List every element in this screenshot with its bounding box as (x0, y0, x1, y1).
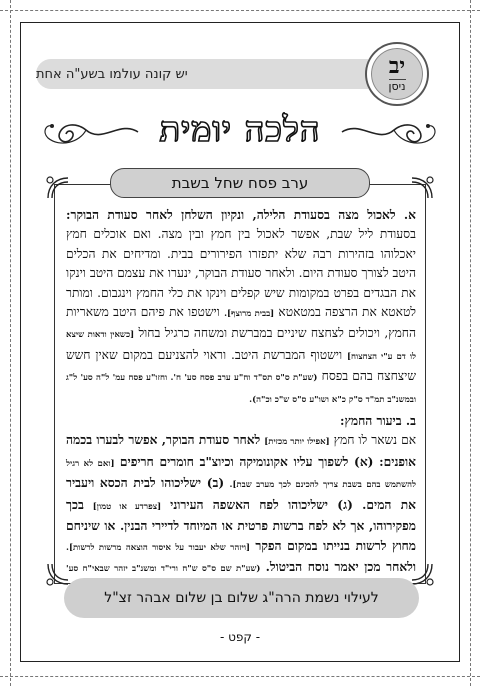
paragraph-2-lead: ב. ביעור החמץ: (340, 414, 416, 429)
date-month: ניסן (388, 80, 406, 93)
paragraph-2-text-5: ולאחר מכן יאמר נוסח הביטול. (265, 559, 416, 574)
paragraph-2-text: אם נשאר לו חמץ (333, 433, 417, 448)
section-heading-banner (110, 168, 370, 198)
paragraph-2-note: [אפילו יותר מכזית] (264, 437, 330, 448)
memorial-banner (64, 578, 419, 618)
article-body (66, 206, 416, 601)
corner-ornament-icon (408, 174, 436, 202)
paragraph-1-text-3: וישטוף המברשת היטב. וראוי להצניעם במקום שאין חשש שיצחצח בהם בפסח (66, 347, 417, 384)
memorial-text: לעילוי נשמת הרה"ג שלום בן שלום אבהר זצ"ל (104, 590, 379, 606)
paragraph-2-text-3: (ב) ישליכוהו לבית הכסא ויעביר את המים. (ג) ישליכוהו לפח האשפה העירוני (66, 476, 417, 512)
paragraph-1 (66, 206, 416, 410)
flourish-right-icon (340, 114, 440, 150)
paragraph-2-text-4: בכך מפקירוהו, אך לא לפח ברשות פרטית או המיוחד לדיירי הבנין. או שיניחם מחוץ לרשות בנייתו במקום הפקר (66, 497, 416, 553)
paragraph-2-note-3: [צפרדע או טמון] (92, 501, 162, 512)
date-day: יב (388, 53, 406, 79)
page-number: - קפט - (219, 630, 261, 644)
paragraph-1-text: בסעודת ליל שבת, אפשר לאכול בין חמץ ובין מצה. ואם אוכלים חמץ יאכלוהו בזהירות רבה שלא יתפזרו הפירורים בבית. ומדיחים את הכלים היטב לצורך סעודת היום. ולאחר סעודת הבוקר, ינערו את עצמם היטב וינקו את הבגדים בפרט במקומות שיש קפלים וינקו את כלי החמץ וינגבום. ומותר לטאטא את הרצפה במטאטא (66, 227, 417, 320)
paragraph-1-source: (שע"ת ס"ס תס"ד וח"ע ערב פסח סע' ח'. וחזו"ע פסח עמ' ל"ה סע' ל"ג ובמשנ"ב תמ"ד ס"ק כ"א ושו"ע ס"ס ש"כ וכ"ה). (66, 373, 416, 405)
trim-line-top (0, 10, 480, 11)
paragraph-2-text-2: לאחר סעודת הבוקר, אפשר לבערו בכמה אופנים: (א) לשפוך עליו אקונומיקה וכיוצ"ב חומרים חריפים (66, 433, 416, 469)
paragraph-1-lead: א. לאכול מצה בסעודת הלילה, ונקיון השלחן לאחר סעודת הבוקר: (66, 208, 416, 222)
date-badge (367, 44, 427, 104)
paragraph-2-note-4: [ויזהר שלא יעבור על איסור הוצאה מרשות לרשות]. (66, 542, 251, 553)
paragraph-2-note-2: [ואם לא רגיל להשתמש בהם בשבת צריך להכינם לכך מערב שבת]. (66, 458, 416, 491)
page-title: הלכה יומית (159, 110, 321, 150)
trim-line-right (470, 0, 471, 686)
trim-line-left (10, 0, 11, 686)
header-slogan: יש קונה עולמו בשע"ה אחת (36, 66, 188, 82)
section-heading: ערב פסח שחל בשבת (171, 174, 309, 192)
trim-line-bottom (0, 676, 480, 677)
paragraph-1-note: [בבית מרוצף]. (224, 309, 275, 320)
paragraph-2-source: (שע"ת שם ס"ס ש"ח ורי"ד ומשנ"ב יזהר שבאי"ח סע' (66, 563, 261, 574)
paragraph-1-note-2: [כשאין ודאות שיצא לו דם ע"י הצחצוח] (66, 330, 417, 362)
header-slogan-bar (36, 59, 368, 89)
title-row (40, 106, 440, 156)
corner-ornament-icon (44, 174, 72, 202)
paragraph-2 (66, 431, 416, 600)
paragraph-1-text-2: וישטפו את פיהם היטב משאריות החמץ, ויכולים לצחצח שיניים במברשת ומשחה כרגיל בחול (66, 305, 417, 341)
